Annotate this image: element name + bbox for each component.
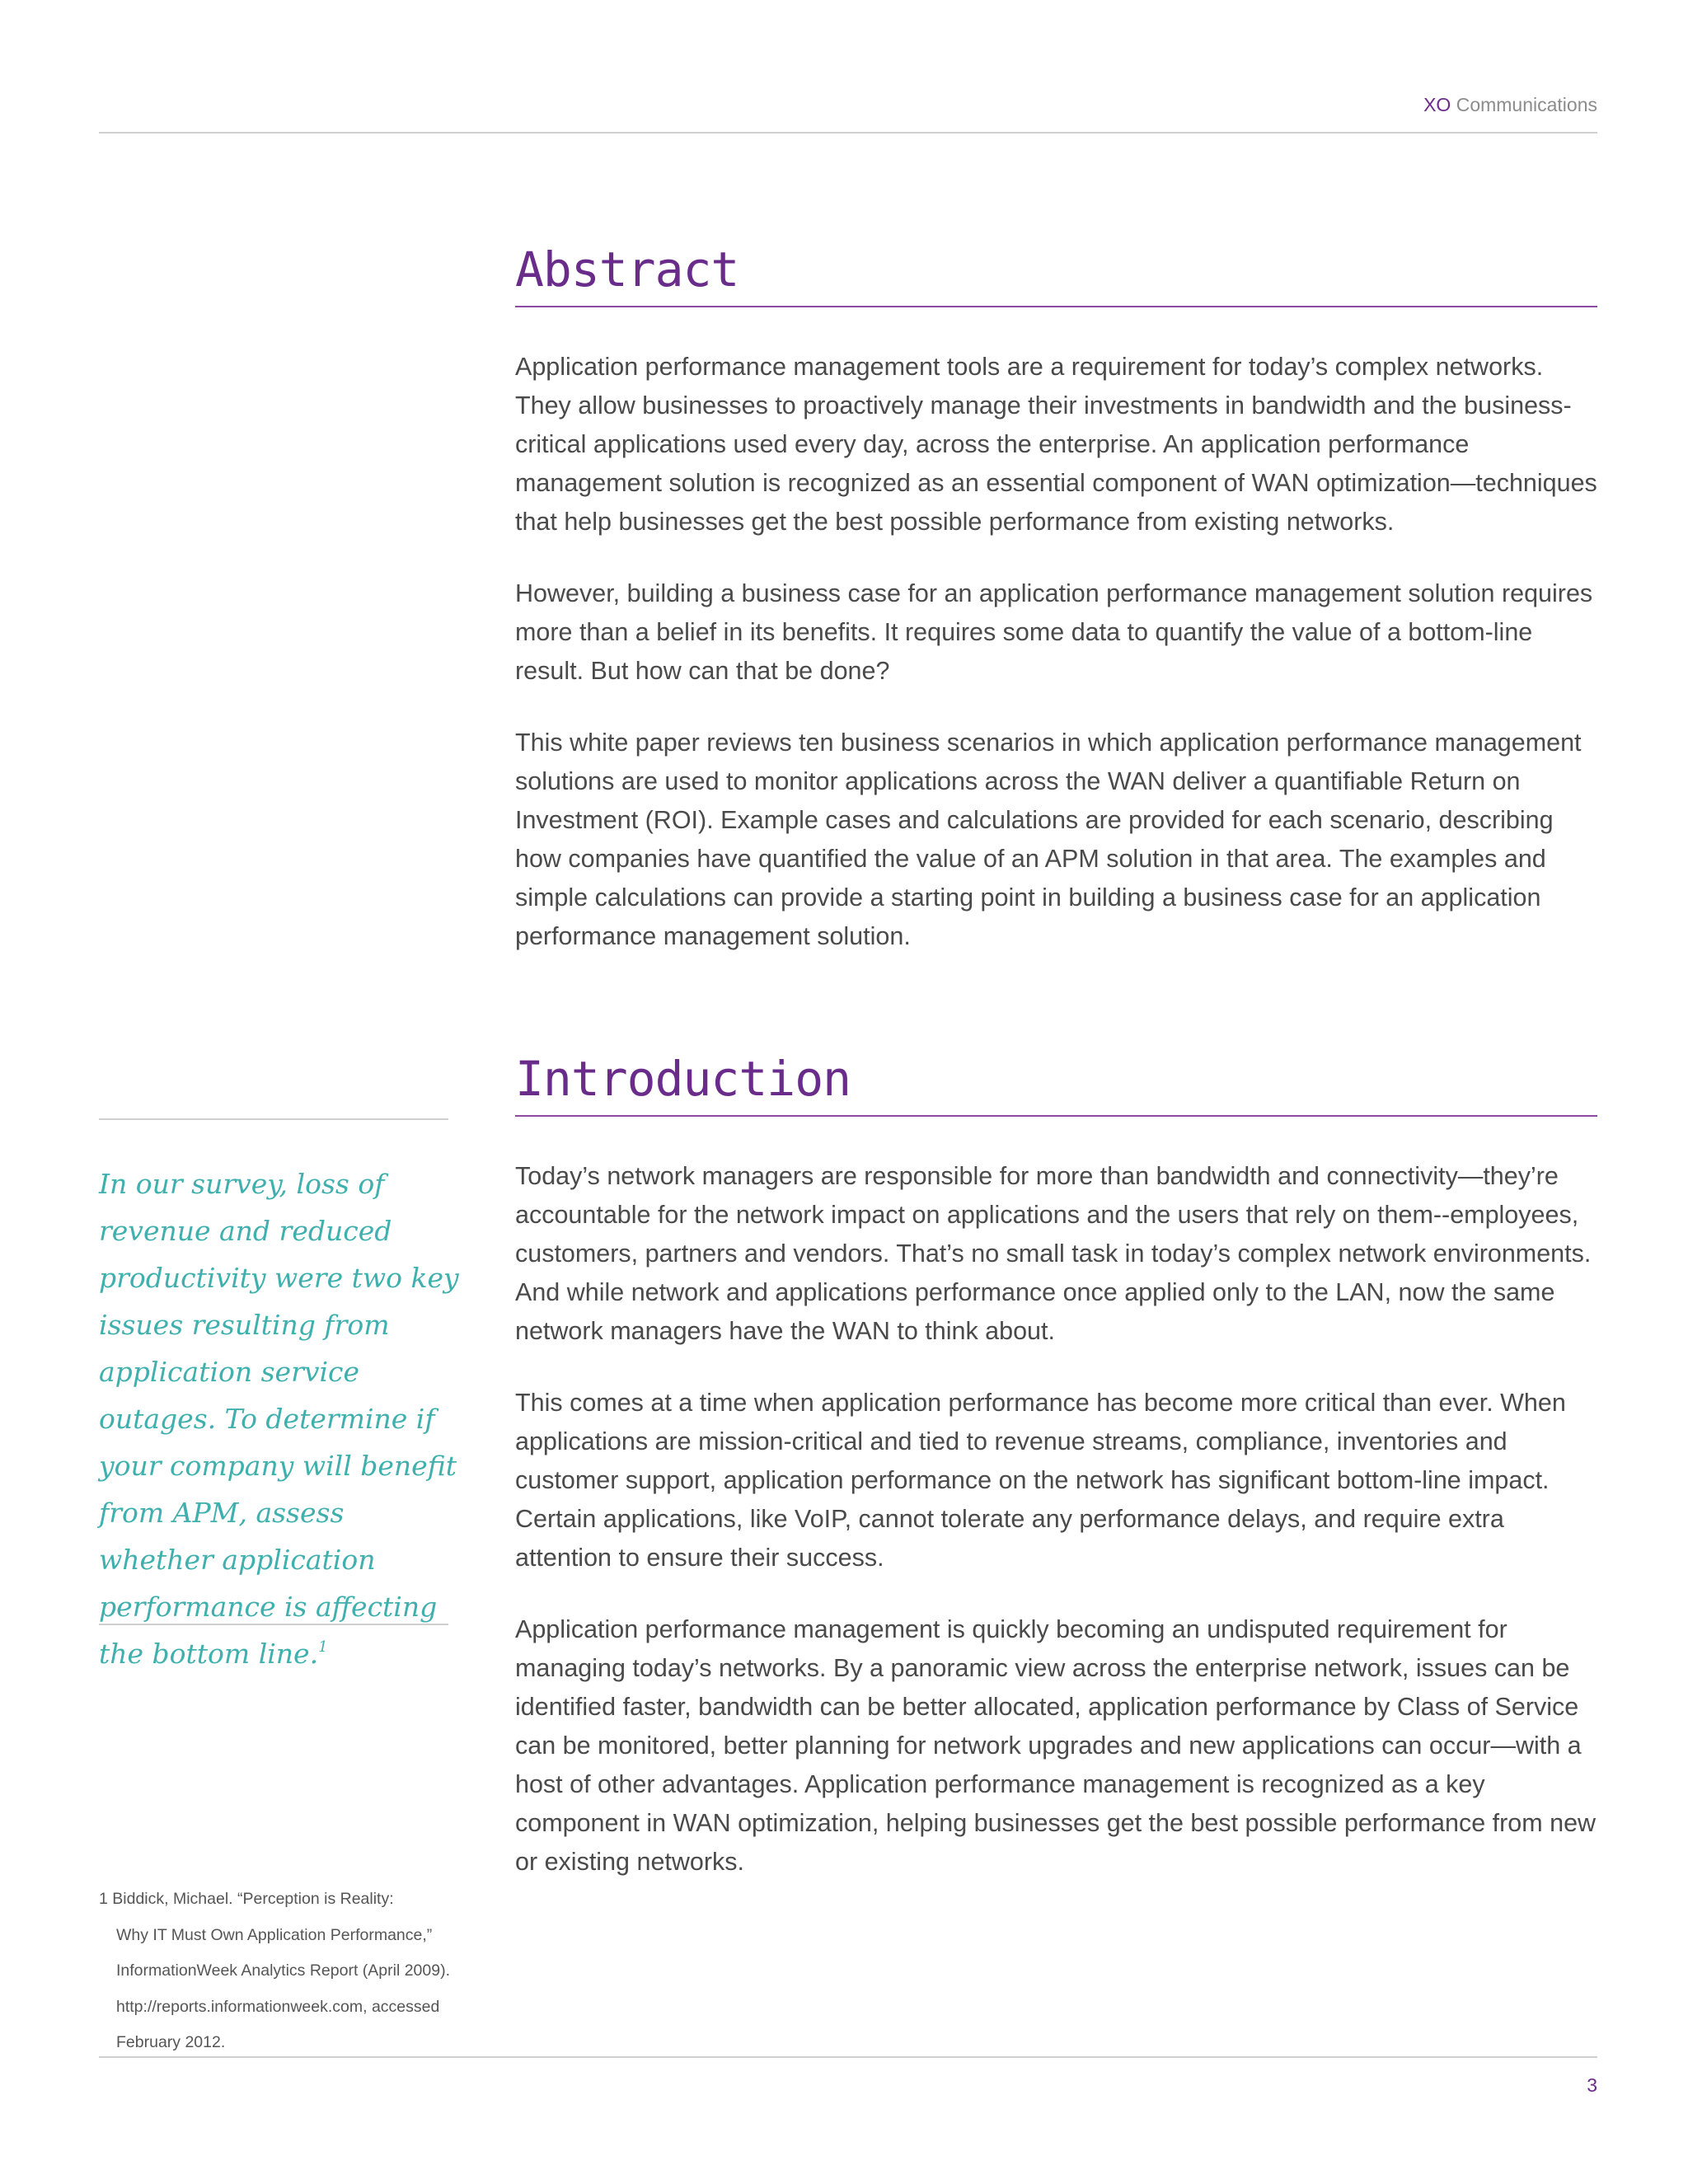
introduction-paragraph-2: This comes at a time when application performance has become more critical than ever. When applications are mission-critical and tied to revenue streams, compliance, inventories and customer support, application performance on the network has significant bottom-line impact. Certain applications, like VoIP, cannot tolerate any performance delays, and require extra attention to ensure their success. xyxy=(515,1389,1566,1572)
pullquote-text: In our survey, loss of revenue and reduced productivity were two key issues resulting from application service outages. To determine if your company will benefit from APM, assess whether application performance is affecting the bottom line. xyxy=(99,1168,459,1670)
footnote-line-2: Why IT Must Own Application Performance,” xyxy=(116,1925,433,1944)
abstract-heading-rule xyxy=(515,306,1597,307)
running-header xyxy=(99,92,1597,117)
introduction-body xyxy=(515,1157,1597,1915)
header-divider xyxy=(99,132,1597,134)
footnote xyxy=(99,1882,495,2061)
abstract-body xyxy=(515,348,1597,989)
footnote-line-4: http://reports.informationweek.com, accessed xyxy=(116,1997,440,2016)
header-brand-xo: XO xyxy=(1423,94,1451,115)
abstract-paragraph-2: However, building a business case for an application performance management solution requires more than a belief in its benefits. It requires some data to quantify the value of a bottom-line result. But how can that be done? xyxy=(515,579,1593,685)
pullquote-top-rule xyxy=(99,1118,448,1120)
footnote-line-5: February 2012. xyxy=(116,2033,226,2051)
introduction-paragraph-1: Today’s network managers are responsible for more than bandwidth and connectivity—they’re accountable for the network impact on applications and the users that rely on them--employees, customers, partners and vendors. That’s no small task in today’s complex network environments. And while network and applications performance once applied only to the LAN, now the same network managers have the WAN to think about. xyxy=(515,1162,1592,1345)
header-brand-name: Communications xyxy=(1451,94,1597,115)
introduction-paragraph-3: Application performance management is quickly becoming an undisputed requirement for managing today’s networks. By a panoramic view across the enterprise network, issues can be identified faster, bandwidth can be better allocated, application performance by Class of Service can be monitored, better planning for network upgrades and new applications can occur—with a host of other advantages. Application performance management is recognized as a key component in WAN optimization, helping businesses get the best possible performance from new or existing networks. xyxy=(515,1615,1597,1876)
pullquote xyxy=(99,1160,462,1677)
abstract-heading: Abstract xyxy=(515,241,739,298)
abstract-paragraph-3: This white paper reviews ten business scenarios in which application performance management solutions are used to monitor applications across the WAN deliver a quantifiable Return on Investment (ROI). Example cases and calculations are provided for each scenario, describing how companies have quantified the value of an APM solution in that area. The examples and simple calculations can provide a starting point in building a business case for an application performance management solution. xyxy=(515,729,1582,950)
introduction-heading: Introduction xyxy=(515,1051,851,1107)
pullquote-bottom-rule xyxy=(99,1624,448,1625)
abstract-paragraph-1: Application performance management tools are a requirement for today’s complex networks. They allow businesses to proactively manage their investments in bandwidth and the business-critical applications used every day, across the enterprise. An application performance management solution is recognized as an essential component of WAN optimization—techniques that help businesses get the best possible performance from existing networks. xyxy=(515,353,1597,536)
footnote-line-3: InformationWeek Analytics Report (April 2009). xyxy=(116,1961,450,1980)
page-number: 3 xyxy=(1587,2074,1597,2096)
introduction-heading-rule xyxy=(515,1115,1597,1117)
footnote-line-1: 1 Biddick, Michael. “Perception is Reality: xyxy=(99,1890,394,1908)
footer-divider xyxy=(99,2056,1597,2058)
pullquote-footnote-ref: 1 xyxy=(318,1638,328,1656)
